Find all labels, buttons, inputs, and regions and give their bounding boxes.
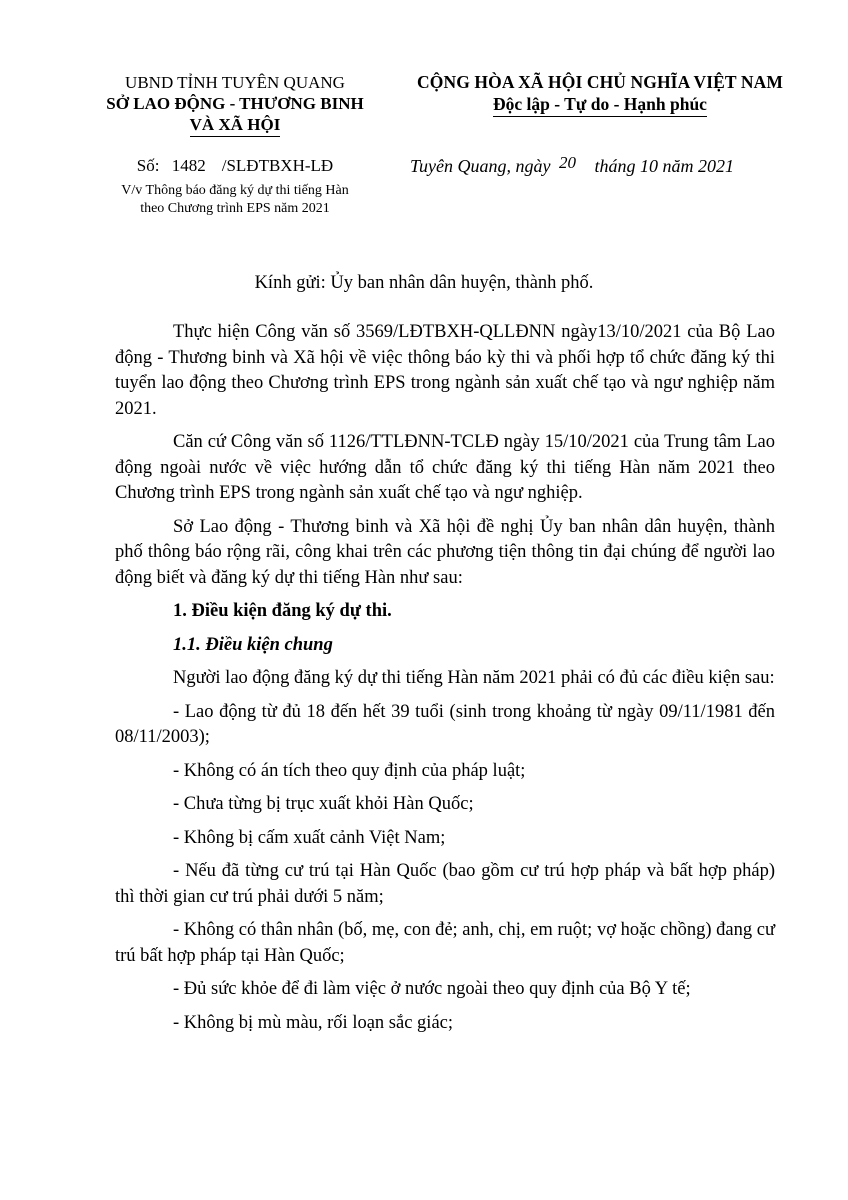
agency-line-2: SỞ LAO ĐỘNG - THƯƠNG BINH: [106, 94, 364, 113]
paragraph-3: Sở Lao động - Thương binh và Xã hội đề nghị Ủy ban nhân dân huyện, thành phố thông báo rộng rãi, công khai trên các phương tiện thông tin đại chúng để người lao động biết và đăng ký dự thi tiếng Hàn như sau:: [115, 516, 775, 588]
paragraph-1: Thực hiện Công văn số 3569/LĐTBXH-QLLĐNN ngày13/10/2021 của Bộ Lao động - Thương binh và Xã hội về việc thông báo kỳ thi và phối hợp tổ chức đăng ký thi tuyển lao động theo Chương trình EPS trong ngành sản xuất chế tạo và ngư nghiệp năm 2021.: [115, 322, 775, 419]
issue-date: [410, 154, 790, 179]
date-suffix: tháng 10 năm 2021: [594, 156, 734, 176]
subject-line-1: V/v Thông báo đăng ký dự thi tiếng Hàn: [121, 183, 349, 198]
condition-item: - Đủ sức khỏe để đi làm việc ở nước ngoài theo quy định của Bộ Y tế;: [173, 979, 691, 999]
paragraph-2: Căn cứ Công văn số 1126/TTLĐNN-TCLĐ ngày 15/10/2021 của Trung tâm Lao động ngoài nước về việc hướng dẫn tổ chức đăng ký thi tiếng Hàn năm 2021 theo Chương trình EPS trong ngành sản xuất chế tạo và ngư nghiệp.: [115, 432, 775, 503]
motto: Độc lập - Tự do - Hạnh phúc: [493, 93, 707, 117]
condition-item: - Nếu đã từng cư trú tại Hàn Quốc (bao gồm cư trú hợp pháp và bất hợp pháp) thì thời gian cư trú phải dưới 5 năm;: [115, 861, 775, 907]
recipient-line: Kính gửi: Ủy ban nhân dân huyện, thành phố.: [254, 273, 594, 293]
document-number: [70, 156, 400, 176]
date-prefix: Tuyên Quang, ngày: [410, 156, 551, 176]
condition-item: - Lao động từ đủ 18 đến hết 39 tuổi (sinh trong khoảng từ ngày 09/11/1981 đến 08/11/2003);: [115, 701, 775, 747]
condition-item: - Không bị mù màu, rối loạn sắc giác;: [173, 1012, 454, 1033]
condition-item: - Chưa từng bị trục xuất khỏi Hàn Quốc;: [173, 794, 474, 814]
number-value: 1482: [171, 156, 206, 175]
number-label: Số:: [136, 156, 160, 175]
condition-item: - Không có án tích theo quy định của pháp luật;: [173, 760, 526, 781]
section-heading-1: 1. Điều kiện đăng ký dự thi.: [173, 601, 392, 621]
subject-line-2: theo Chương trình EPS năm 2021: [140, 201, 330, 216]
agency-line-3: VÀ XÃ HỘI: [190, 114, 281, 137]
agency-line-1: UBND TỈNH TUYÊN QUANG: [125, 73, 345, 92]
document-subject: [70, 182, 400, 218]
document-body: [115, 320, 775, 1044]
paragraph-4: Người lao động đăng ký dự thi tiếng Hàn năm 2021 phải có đủ các điều kiện sau:: [173, 668, 775, 688]
date-day: 20: [558, 153, 576, 172]
condition-item: - Không bị cấm xuất cảnh Việt Nam;: [173, 827, 446, 848]
section-heading-1-1: 1.1. Điều kiện chung: [173, 634, 333, 655]
condition-item: - Không có thân nhân (bố, mẹ, con đẻ; anh, chị, em ruột; vợ hoặc chồng) đang cư trú bất hợp pháp tại Hàn Quốc;: [115, 920, 775, 966]
nation-title: CỘNG HÒA XÃ HỘI CHỦ NGHĨA VIỆT NAM: [417, 72, 783, 92]
issuing-agency: [70, 72, 400, 137]
national-header: [395, 72, 805, 117]
number-code: /SLĐTBXH-LĐ: [221, 156, 334, 175]
